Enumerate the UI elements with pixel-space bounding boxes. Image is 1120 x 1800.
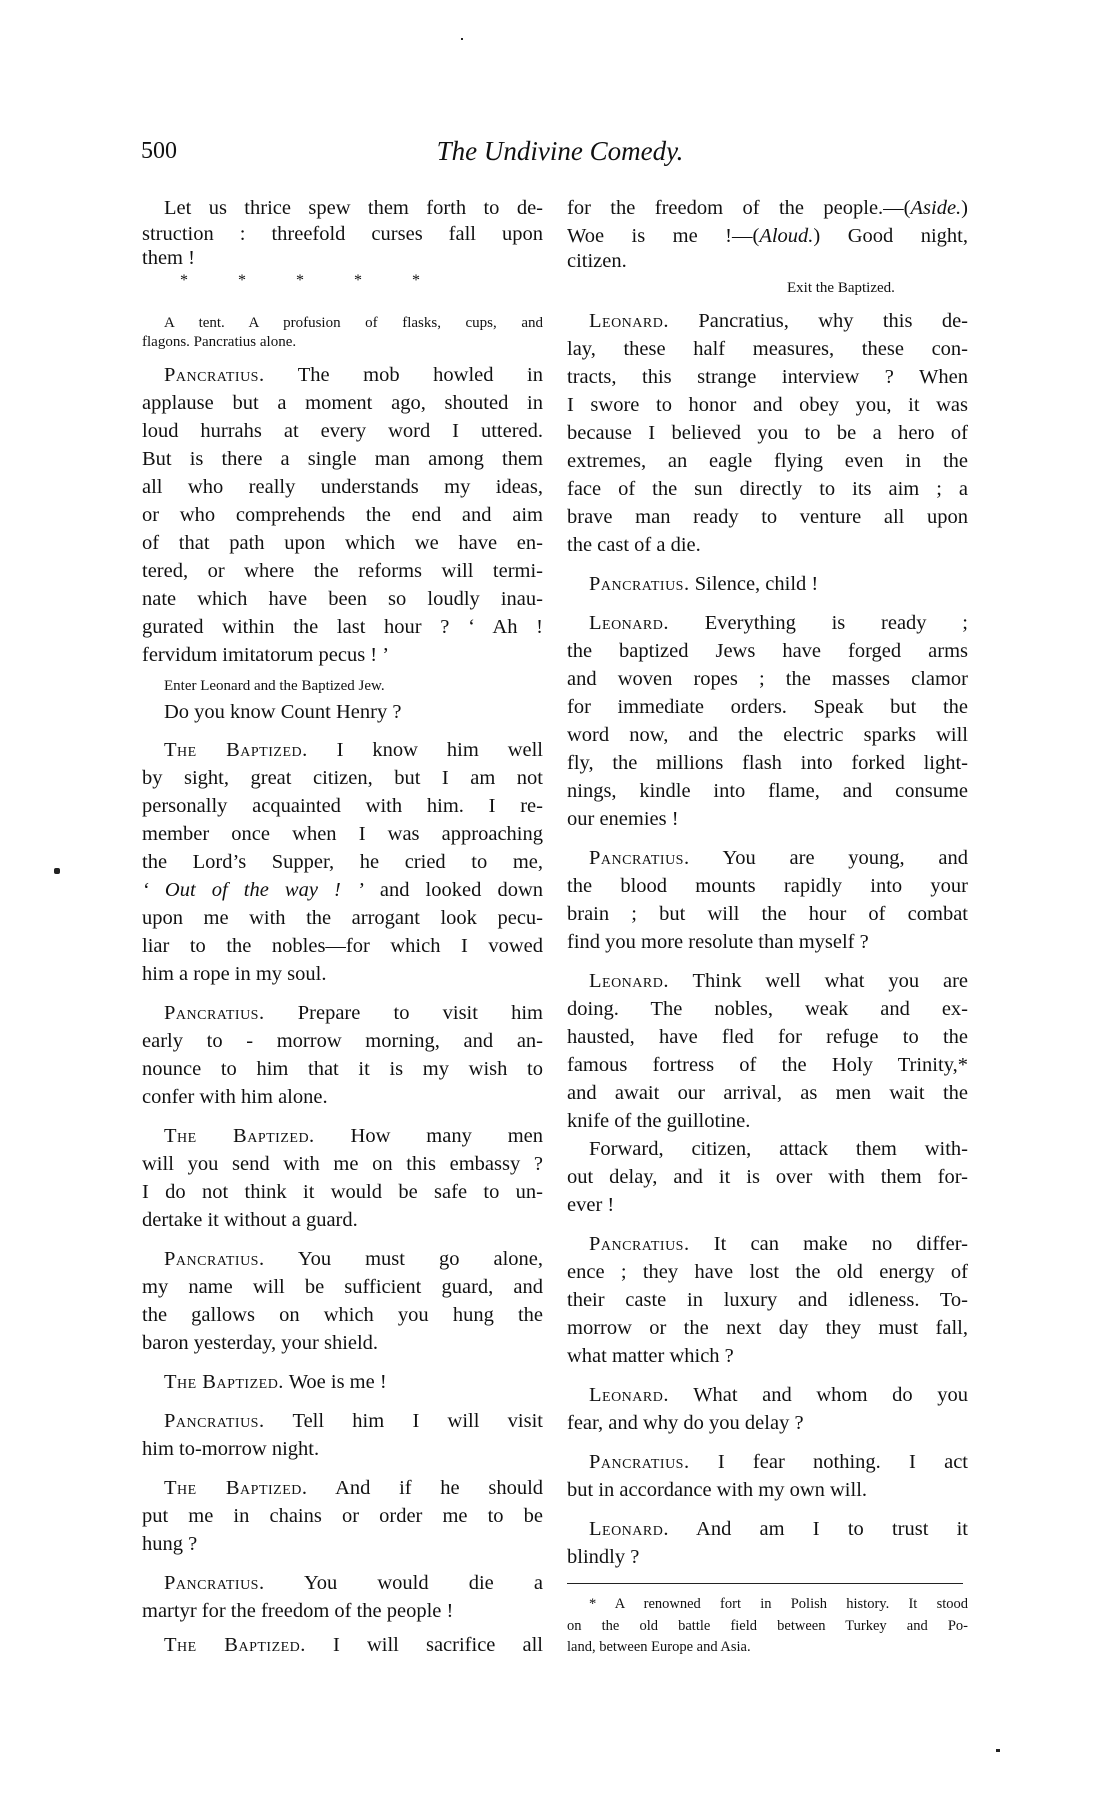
text-line [142,390,543,416]
text-line [567,504,968,530]
line-text: and await our arrival, as men wait the [567,1082,968,1104]
line-text: Silence, child ! [689,573,819,595]
line-text: Enter Leonard and the Baptized Jew. [164,678,385,694]
line-text: fervidum imitatorum pecus ! ’ [142,644,390,666]
line-text: Everything is ready ; [668,612,968,634]
line-text: Let us thrice spew them forth to de- [164,197,543,219]
line-text: the Lord’s Supper, he cried to me, [142,851,543,873]
text-line [567,901,968,927]
line-text: hung ? [142,1533,198,1555]
speaker-name: Pancratius. [589,1451,690,1473]
text-line [567,638,968,664]
line-text: the cast of a die. [567,534,701,556]
text-line [567,873,968,899]
text-line [164,737,543,763]
text-line [164,1369,543,1395]
line-text: them ! [142,247,195,269]
line-text: applause but a moment ago, shouted in [142,392,543,414]
text-line [142,1598,543,1624]
text-line [142,558,543,584]
text-line [142,793,543,819]
line-text: all who really understands my ideas, [142,476,543,498]
text-line [567,1287,968,1313]
line-text: member once when I was approaching [142,823,543,845]
text-line [567,1616,968,1636]
section-break [180,268,420,294]
text-line [142,1302,543,1328]
text-line [567,532,968,558]
text-line [589,571,968,597]
line-text: flagons. Pancratius alone. [142,334,297,350]
text-line [142,1274,543,1300]
line-text: fly, the millions flash into forked light- [567,752,968,774]
text-line [142,1436,543,1462]
text-line [567,392,968,418]
line-text: ever ! [567,1194,615,1216]
text-line [567,336,968,362]
text-line [567,694,968,720]
text-line [567,750,968,776]
line-text: Exit the Baptized. [787,280,895,296]
text-line [567,1315,968,1341]
line-text: find you more resolute than myself ? [567,931,869,953]
line-text: nate which have been so loudly inau- [142,588,543,610]
running-title: The Undivine Comedy. [436,136,684,166]
line-text: Prepare to visit him [264,1002,543,1024]
stage-aside: Aloud. [759,225,814,247]
speaker-name: Pancratius. [164,364,265,386]
line-text: of that path upon which we have en- [142,532,543,554]
text-line [567,1080,968,1106]
speaker-name: The Baptized. [164,739,308,761]
text-line [567,806,968,832]
text-line [142,961,543,987]
line-text: dertake it without a guard. [142,1209,358,1231]
line-text: the gallows on which you hung the [142,1304,543,1326]
stage-direction [164,676,543,696]
text-line [589,610,968,636]
line-text: and woven ropes ; the masses clamor [567,668,968,690]
text-line [142,1084,543,1110]
line-text: what matter which ? [567,1345,734,1367]
line-text: martyr for the freedom of the people ! [142,1600,454,1622]
speaker-name: Pancratius. [164,1002,265,1024]
line-text: but in accordance with my own will. [567,1479,868,1501]
footnote-rule [567,1583,963,1584]
speaker-name: Pancratius. [589,847,690,869]
line-text: confer with him alone. [142,1086,328,1108]
line-text: Pancratius, why this de- [668,310,968,332]
text-line [589,1516,968,1542]
text-line [142,221,543,247]
line-text: blindly ? [567,1546,640,1568]
text-line [142,933,543,959]
line-text: morrow or the next day they must fall, [567,1317,968,1339]
text-line [567,722,968,748]
line-text: by sight, great citizen, but I am not [142,767,543,789]
line-text: word now, and the electric sparks will [567,724,968,746]
line-text: my name will be sufficient guard, and [142,1276,543,1298]
text-line [142,586,543,612]
text-line [142,1179,543,1205]
page-number: 500 [141,138,177,164]
speaker-name: Pancratius. [589,573,690,595]
line-text: gurated within the last hour ? ‘ Ah ! [142,616,543,638]
line-text: the baptized Jews have forged arms [567,640,968,662]
line-text: or who comprehends the end and aim [142,504,543,526]
line-text: You would die a [264,1572,543,1594]
line-text: struction : threefold curses fall upon [142,223,543,245]
text-line [567,1477,968,1503]
text-line [567,476,968,502]
text-line [164,1408,543,1434]
line-text: I swore to honor and obey you, it was [567,394,968,416]
line-text: tracts, this strange interview ? When [567,366,968,388]
text-line [164,1246,543,1272]
line-text: Woe is me !—( [567,225,760,247]
text-line [142,502,543,528]
text-line [164,1475,543,1501]
speaker-name: Leonard. [589,310,669,332]
text-line [142,1151,543,1177]
text-line [142,614,543,640]
speaker-name: Pancratius. [589,1233,690,1255]
speaker-name: Pancratius. [164,1248,265,1270]
speaker-name: Leonard. [589,612,669,634]
left-column [142,0,543,1800]
stage-direction [787,278,968,298]
line-text: our enemies ! [567,808,679,830]
line-text: out delay, and it is over with them for- [567,1166,968,1188]
text-line [142,905,543,931]
line-text: land, between Europe and Asia. [567,1639,751,1655]
line-text: I do not think it would be safe to un- [142,1181,543,1203]
text-line [164,1632,543,1658]
text-line [567,996,968,1022]
line-text: fear, and why do you delay ? [567,1412,804,1434]
text-line [567,1108,968,1134]
speaker-name: Pancratius. [164,1572,265,1594]
line-text: Forward, citizen, attack them with- [589,1138,968,1160]
line-text: tered, or where the reforms will termi- [142,560,543,582]
line-text: loud hurrahs at every word I uttered. [142,420,543,442]
text-line [589,1231,968,1257]
line-text: on the old battle field between Turkey and Po- [567,1618,968,1634]
text-line [567,248,968,274]
margin-mark [54,868,60,874]
line-text: brave man ready to venture all upon [567,506,968,528]
speaker-name: The Baptized. [164,1371,284,1393]
speaker-name: Pancratius. [164,1410,265,1432]
line-text: Do you know Count Henry ? [164,701,402,723]
text-line [567,666,968,692]
line-text: How many men [314,1125,543,1147]
text-line [567,1544,968,1570]
line-text: personally acquainted with him. I re- [142,795,543,817]
text-line [142,765,543,791]
line-text: citizen. [567,250,627,272]
speaker-name: The Baptized. [164,1634,306,1656]
text-line [589,845,968,871]
text-line [567,1410,968,1436]
text-line [567,420,968,446]
line-text: I fear nothing. I act [689,1451,968,1473]
line-text: What and whom do you [668,1384,968,1406]
text-line [142,474,543,500]
stage-direction [164,313,543,333]
line-text: I will sacrifice all [305,1634,543,1656]
line-text: extremes, an eagle flying even in the [567,450,968,472]
line-text: You are young, and [689,847,968,869]
text-line [589,1136,968,1162]
text-line [164,699,543,725]
text-line [589,968,968,994]
text-line [567,195,968,221]
text-line [589,308,968,334]
line-text: face of the sun directly to its aim ; a [567,478,968,500]
line-text: lay, these half measures, these con- [567,338,968,360]
text-line [589,1594,968,1614]
text-line [567,364,968,390]
line-text: The mob howled in [264,364,543,386]
italic-quote: ‘ Out of the way ! ’ [142,879,364,901]
line-text: A tent. A profusion of flasks, cups, and [164,315,543,331]
text-line [142,1207,543,1233]
text-line [142,1028,543,1054]
text-line [164,1123,543,1149]
text-line [142,821,543,847]
text-line [567,1192,968,1218]
line-text: upon me with the arrogant look pecu- [142,907,543,929]
line-text: him a rope in my soul. [142,963,327,985]
line-text: baron yesterday, your shield. [142,1332,379,1354]
text-line [164,362,543,388]
line-text: Tell him I will visit [264,1410,543,1432]
text-line [567,1259,968,1285]
text-line [142,642,543,668]
line-text: hausted, have fled for refuge to the [567,1026,968,1048]
line-text: and looked down [363,879,543,901]
text-line [142,1330,543,1356]
line-text: put me in chains or order me to be [142,1505,543,1527]
text-line [567,223,968,249]
text-line [142,1531,543,1557]
text-line [589,1382,968,1408]
line-text: the blood mounts rapidly into your [567,875,968,897]
text-line [567,778,968,804]
text-line [567,1024,968,1050]
line-text: ence ; they have lost the old energy of [567,1261,968,1283]
speaker-name: Leonard. [589,1384,669,1406]
line-tail: ) [961,197,968,219]
text-line [142,418,543,444]
text-line [567,1164,968,1190]
text-line [142,530,543,556]
line-text: famous fortress of the Holy Trinity,* [567,1054,968,1076]
line-text: It can make no differ- [689,1233,968,1255]
line-text: nings, kindle into flame, and consume [567,780,968,802]
stage-aside: Aside. [910,197,962,219]
text-line [142,849,543,875]
speaker-name: The Baptized. [164,1477,308,1499]
text-line [164,1570,543,1596]
text-line [567,1637,968,1657]
line-text: You must go alone, [264,1248,543,1270]
text-line [567,1052,968,1078]
text-line [567,448,968,474]
line-text: And am I to trust it [668,1518,968,1540]
text-line [567,1343,968,1369]
text-line [142,446,543,472]
line-text: * * * * * [180,272,420,289]
line-text: And if he should [307,1477,544,1499]
text-line [142,1503,543,1529]
line-text: him to-morrow night. [142,1438,320,1460]
line-text: for the freedom of the people.—( [567,197,911,219]
line-text: doing. The nobles, weak and ex- [567,998,968,1020]
text-line [589,1449,968,1475]
line-text: for immediate orders. Speak but the [567,696,968,718]
line-text: But is there a single man among them [142,448,543,470]
text-line [142,877,543,903]
line-text: will you send with me on this embassy ? [142,1153,543,1175]
line-text: because I believed you to be a hero of [567,422,968,444]
speaker-name: The Baptized. [164,1125,315,1147]
line-text: Woe is me ! [283,1371,387,1393]
line-text: I know him well [307,739,543,761]
line-text: Think well what you are [668,970,968,992]
line-text: * A renowned fort in Polish history. It stood [589,1596,968,1612]
line-text: liar to the nobles—for which I vowed [142,935,543,957]
stage-direction [142,332,543,352]
speaker-name: Leonard. [589,970,669,992]
line-text: brain ; but will the hour of combat [567,903,968,925]
print-speck [996,1749,1000,1752]
speaker-name: Leonard. [589,1518,669,1540]
line-text: knife of the guillotine. [567,1110,751,1132]
text-line [164,195,543,221]
right-column [567,0,968,1800]
text-line [164,1000,543,1026]
line-tail: ) Good night, [813,225,968,247]
line-text: early to - morrow morning, and an- [142,1030,543,1052]
text-line [567,929,968,955]
line-text: their caste in luxury and idleness. To- [567,1289,968,1311]
text-line [142,1056,543,1082]
line-text: nounce to him that it is my wish to [142,1058,543,1080]
